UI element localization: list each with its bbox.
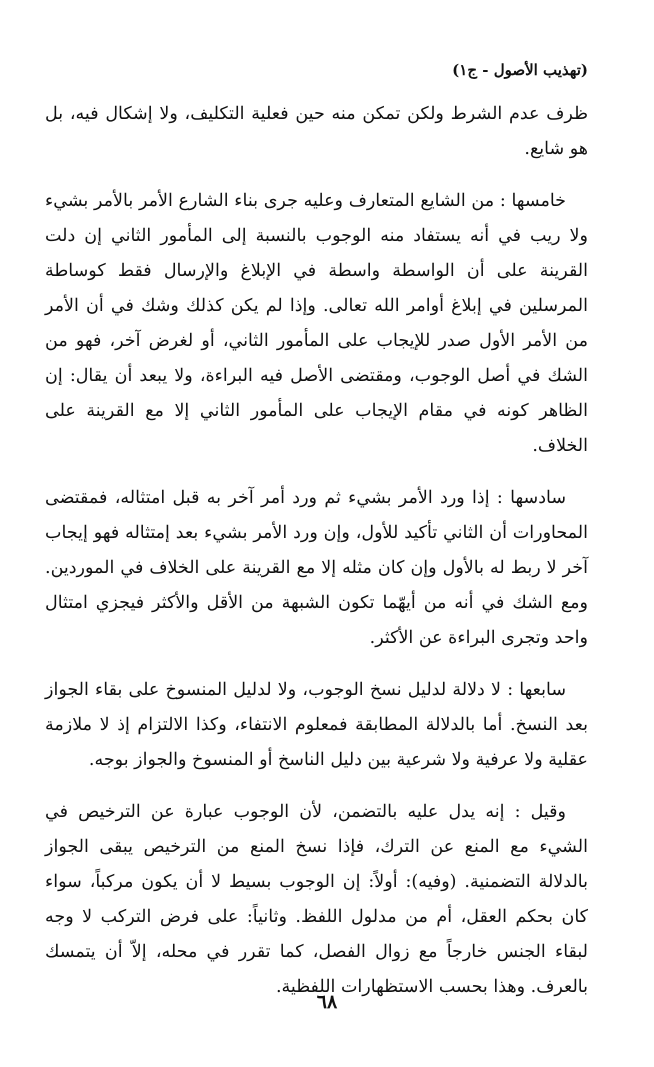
- page-number: ٦٨: [316, 991, 338, 1013]
- paragraph-objection: وقيل : إنه يدل عليه بالتضمن، لأن الوجوب عبارة عن الترخيص في الشيء مع المنع عن الترك، فإذا نسخ المنع من الترخيص يبقى الجواز بالدلالة التضمنية. (وفيه): أولاً: إن الوجوب بسيط لا أن يكون مركباً، سواء كان بحكم العقل، أم من مدلول اللفظ. وثانياً: على فرض التركب لا وجه لبقاء الجنس خارجاً مع زوال الفصل، كما تقرر في محله، إلاّ أن يتمسك بالعرف. وهذا بحسب الاستظهارات اللفظية.: [45, 802, 588, 997]
- paragraph-fifth: خامسها : من الشايع المتعارف وعليه جرى بناء الشارع الأمر بالأمر بشيء ولا ريب في أنه يستفاد منه الوجوب بالنسبة إلى المأمور الثاني إن دلت القرينة على أن الواسطة واسطة في الإبلاغ والإرسال فقط كوساطة المرسلين في إبلاغ أوامر الله تعالى. وإذا لم يكن كذلك وشك في أن الأمر من الأمر الأول صدر للإيجاب على المأمور الثاني، أو لغرض آخر، فهو من الشك في أصل الوجوب، ومقتضى الأصل فيه البراءة، ولا يبعد أن يقال: إن الظاهر كونه في مقام الإيجاب على المأمور الثاني إلا مع القرينة على الخلاف.: [45, 191, 588, 456]
- running-title: (تهذيب الأصول - ج١): [452, 61, 588, 79]
- body-text: [45, 97, 588, 1005]
- paragraph-sixth: سادسها : إذا ورد الأمر بشيء ثم ورد أمر آخر به قبل امتثاله، فمقتضى المحاورات أن الثاني تأكيد للأول، وإن ورد الأمر بشيء بعد إمتثاله فهو إيجاب آخر لا ربط له بالأول وإن كان مثله إلا مع القرينة على الخلاف في الموردين. ومع الشك في أنه من أيهّما تكون الشبهة من الأقل والأكثر فيجزي امتثال واحد وتجرى البراءة عن الأكثر.: [45, 488, 588, 648]
- paragraph-seventh: سابعها : لا دلالة لدليل نسخ الوجوب، ولا لدليل المنسوخ على بقاء الجواز بعد النسخ. أما بالدلالة المطابقة فمعلوم الانتفاء، وكذا الالتزام إذ لا ملازمة عقلية ولا عرفية ولا شرعية بين دليل الناسخ أو المنسوخ والجواز بوجه.: [45, 680, 588, 770]
- paragraph-continuation: ظرف عدم الشرط ولكن تمكن منه حين فعلية التكليف، ولا إشكال فيه، بل هو شايع.: [45, 104, 588, 159]
